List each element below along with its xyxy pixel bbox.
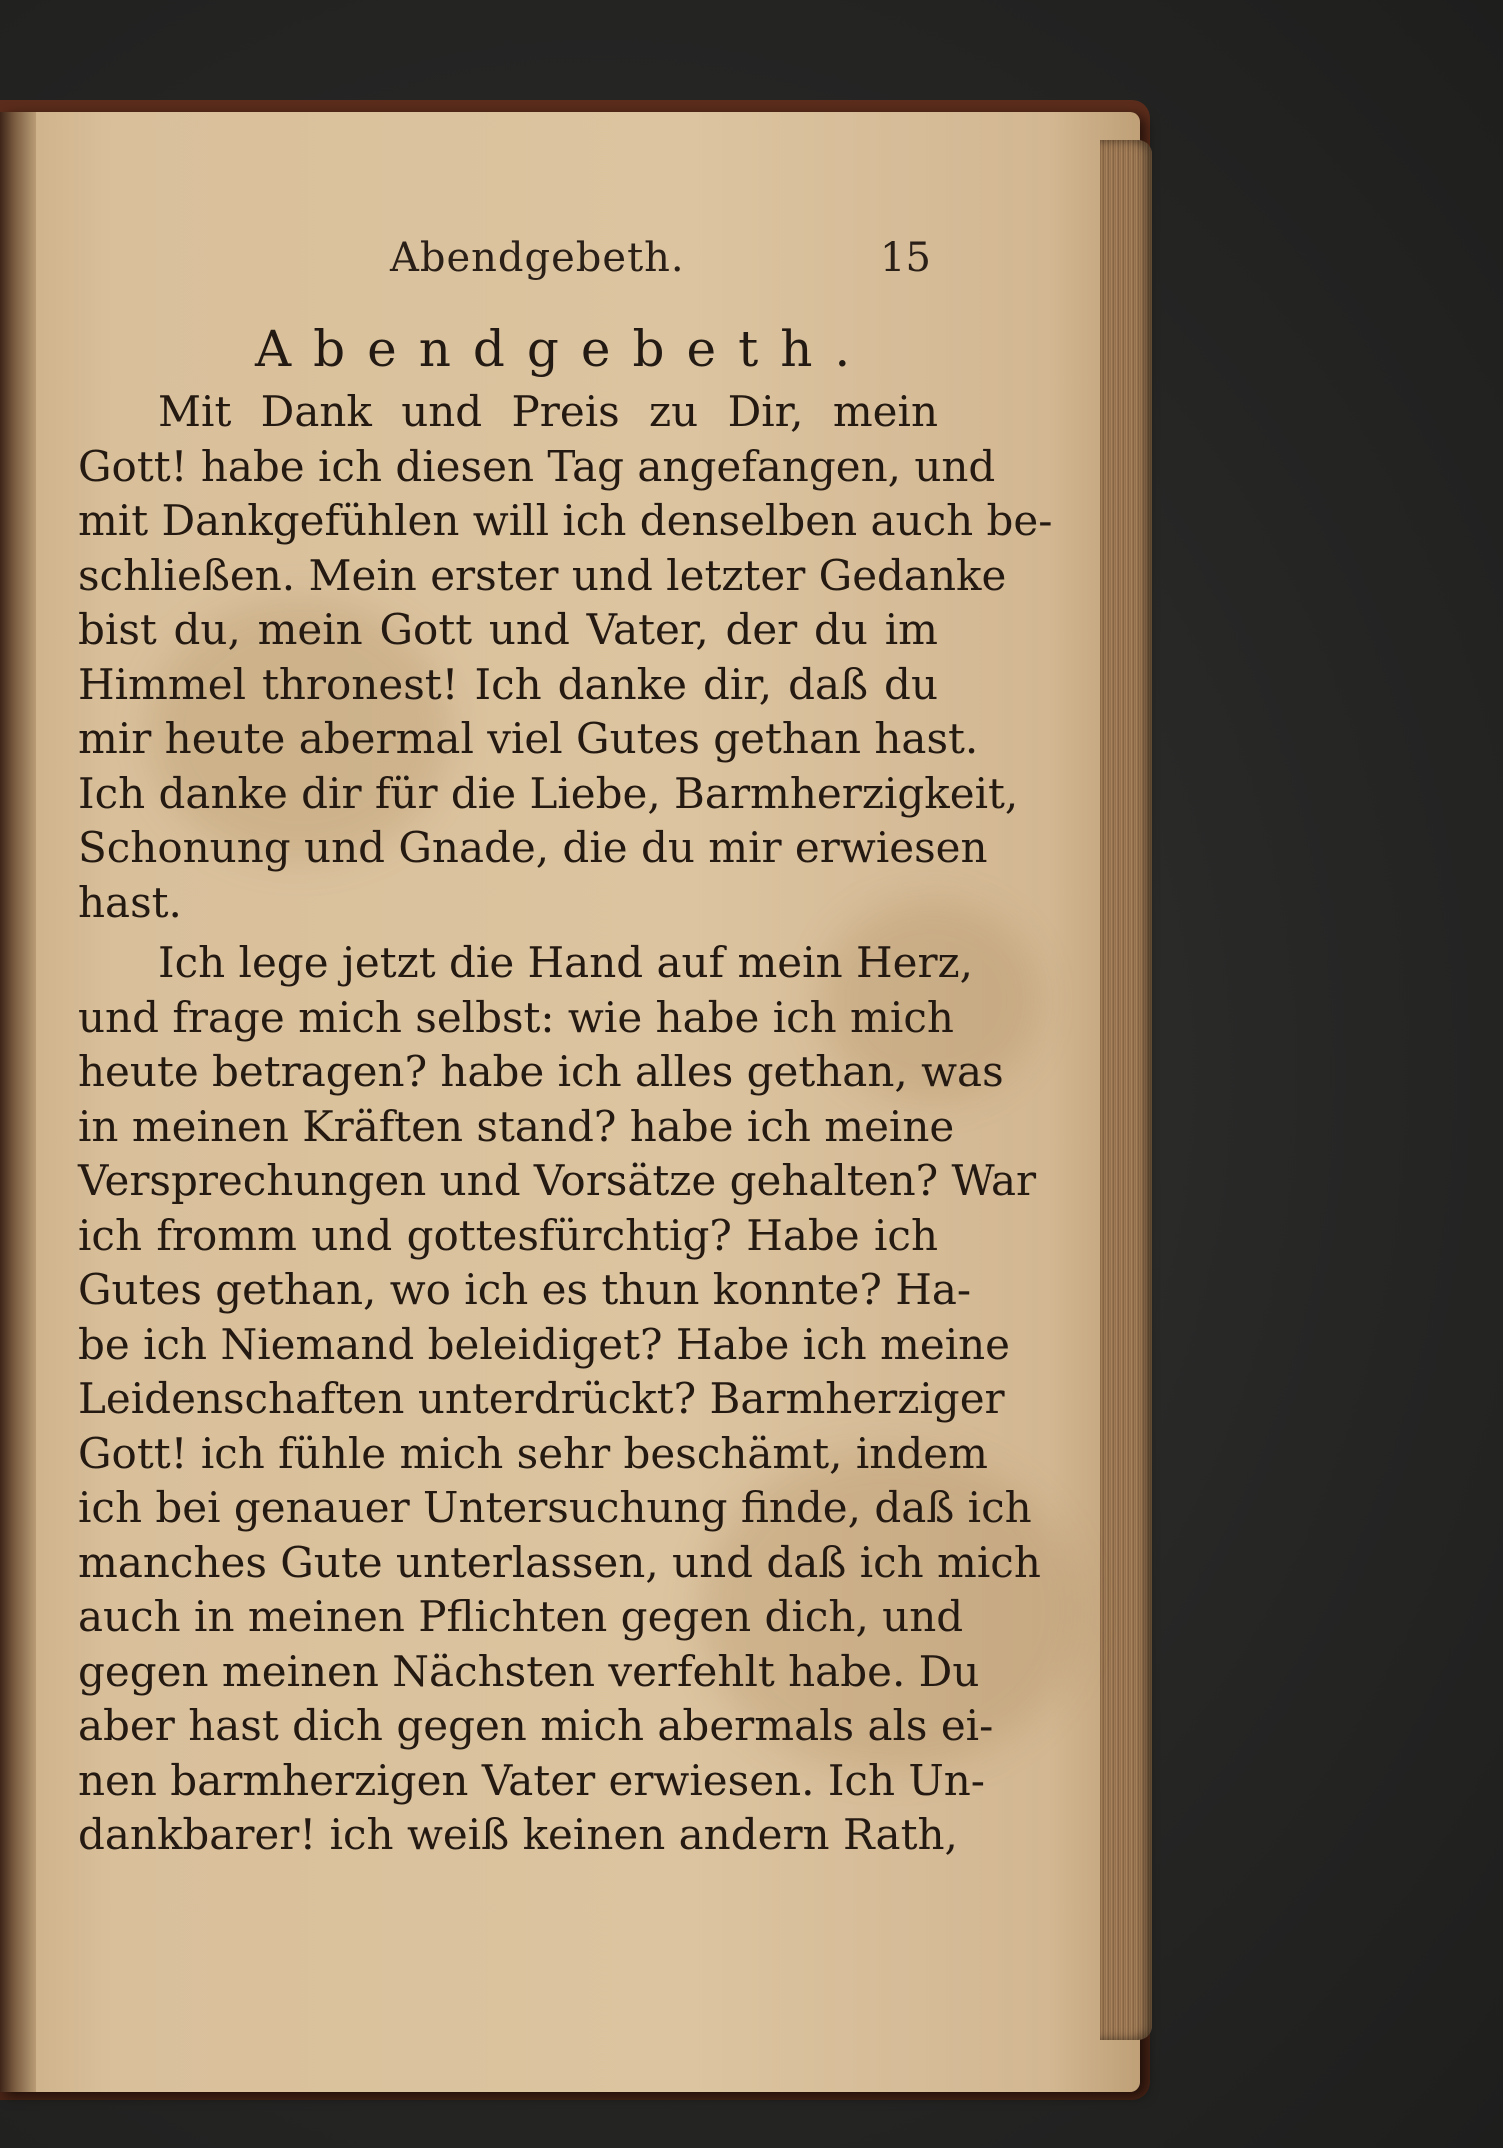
text-line: Gott! ich fühle mich sehr beschämt, indem <box>78 1428 988 1478</box>
text-line: manches Gute unterlassen, und daß ich mich <box>78 1537 1041 1587</box>
paragraph <box>78 385 1053 930</box>
book-gutter <box>0 112 36 2092</box>
text-line: schließen. Mein erster und letzter Gedanke <box>78 550 1007 600</box>
text-line: auch in meinen Pflichten gegen dich, und <box>78 1592 964 1641</box>
page-header <box>60 235 940 295</box>
text-line: mir heute abermal viel Gutes gethan hast. <box>78 714 979 763</box>
text-line: mit Dankgefühlen will ich denselben auch be- <box>78 496 1053 545</box>
text-line: in meinen Kräften stand? habe ich meine <box>78 1101 955 1151</box>
text-line: Himmel thronest! Ich danke dir, daß du <box>78 659 938 709</box>
text-line: aber hast dich gegen mich abermals als ei- <box>78 1701 994 1750</box>
running-head: Abendgebeth. <box>390 235 685 281</box>
text-line: dankbarer! ich weiß keinen andern Rath, <box>78 1810 958 1859</box>
text-line: ich bei genauer Untersuchung finde, daß ich <box>78 1483 1032 1532</box>
text-line: Gott! habe ich diesen Tag angefangen, und <box>78 441 996 491</box>
text-line: ich fromm und gottesfürchtig? Habe ich <box>78 1210 938 1260</box>
text-line: gegen meinen Nächsten verfehlt habe. Du <box>78 1646 980 1696</box>
text-line: heute betragen? habe ich alles gethan, was <box>78 1047 1004 1096</box>
text-line: be ich Niemand beleidiget? Habe ich meine <box>78 1319 1011 1369</box>
text-line: Ich lege jetzt die Hand auf mein Herz, <box>158 938 974 987</box>
text-line: nen barmherzigen Vater erwiesen. Ich Un- <box>78 1755 985 1805</box>
text-line: Ich danke dir für die Liebe, Barmherzigkeit, <box>78 768 1019 818</box>
text-line: bist du, mein Gott und Vater, der du im <box>78 605 938 654</box>
text-line: Versprechungen und Vorsätze gehalten? War <box>78 1156 1037 1205</box>
page-number: 15 <box>880 235 931 281</box>
page-edges <box>1100 140 1152 2040</box>
paragraph <box>78 936 1041 1863</box>
body-text <box>78 385 1053 1863</box>
text-line: und frage mich selbst: wie habe ich mich <box>78 992 954 1042</box>
page-title: Abendgebeth. <box>255 320 873 378</box>
text-line: Schonung und Gnade, die du mir erwiesen <box>78 823 988 872</box>
text-line: hast. <box>78 877 182 927</box>
text-line: Mit Dank und Preis zu Dir, mein <box>158 387 938 436</box>
text-line: Gutes gethan, wo ich es thun konnte? Ha- <box>78 1265 972 1314</box>
text-line: Leidenschaften unterdrückt? Barmherziger <box>78 1374 1005 1423</box>
